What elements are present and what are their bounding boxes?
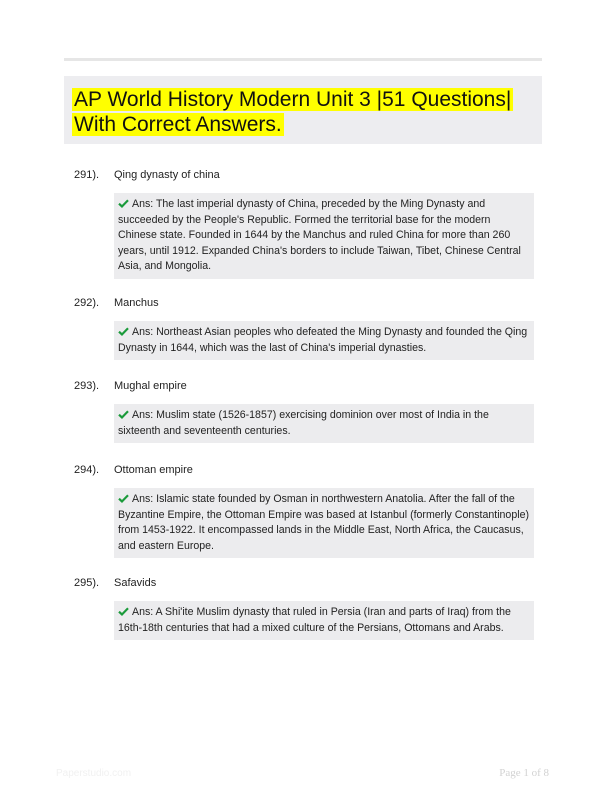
answer-box xyxy=(114,321,534,360)
answer-box xyxy=(114,193,534,279)
question-number: 292). xyxy=(74,297,100,309)
answer-text: Ans: Muslim state (1526-1857) exercising dominion over most of India in the sixteenth and seventeenth centuries. xyxy=(118,409,489,437)
page-title: AP World History Modern Unit 3 |51 Questions| With Correct Answers. xyxy=(74,88,512,136)
answer-box xyxy=(114,488,534,558)
answer-text: Ans: Islamic state founded by Osman in northwestern Anatolia. After the fall of the Byzantine Empire, the Ottoman Empire was based at Istanbul (formerly Constantinople) from 1453-1922. It encompassed lands in the Middle East, North Africa, the Caucasus, and eastern Europe. xyxy=(118,493,529,552)
check-icon xyxy=(118,327,129,336)
check-icon xyxy=(118,494,129,503)
answer-box xyxy=(114,601,534,640)
check-icon xyxy=(118,410,129,419)
question-number: 295). xyxy=(74,577,100,589)
title-banner xyxy=(64,76,542,144)
answer-box xyxy=(114,404,534,443)
question-number: 293). xyxy=(74,380,100,392)
page-indicator: Page 1 of 8 xyxy=(499,767,549,779)
question-text: Manchus xyxy=(114,297,159,309)
answer-text: Ans: Northeast Asian peoples who defeated the Ming Dynasty and founded the Qing Dynasty in 1644, which was the last of China's imperial dynasties. xyxy=(118,326,528,354)
answer-text: Ans: A Shi'ite Muslim dynasty that ruled in Persia (Iran and parts of Iraq) from the 16th-18th centuries that had a mixed culture of the Persians, Ottomans and Arabs. xyxy=(118,606,511,634)
question-text: Ottoman empire xyxy=(114,464,193,476)
question-number: 291). xyxy=(74,169,100,181)
answer-text: Ans: The last imperial dynasty of China, preceded by the Ming Dynasty and succeeded by the People's Republic. Formed the territorial base for the modern Chinese state. Founded in 1644 by the Manchus and ruled China for more than 260 years, until 1912. Expanded China's borders to include Taiwan, Tibet, Chinese Central Asia, and Mongolia. xyxy=(118,198,521,272)
question-text: Safavids xyxy=(114,577,157,589)
question-text: Qing dynasty of china xyxy=(114,169,220,181)
footer-watermark: Paperstudio.com xyxy=(56,768,132,779)
top-divider xyxy=(64,58,542,61)
check-icon xyxy=(118,607,129,616)
question-number: 294). xyxy=(74,464,100,476)
check-icon xyxy=(118,199,129,208)
question-text: Mughal empire xyxy=(114,380,187,392)
